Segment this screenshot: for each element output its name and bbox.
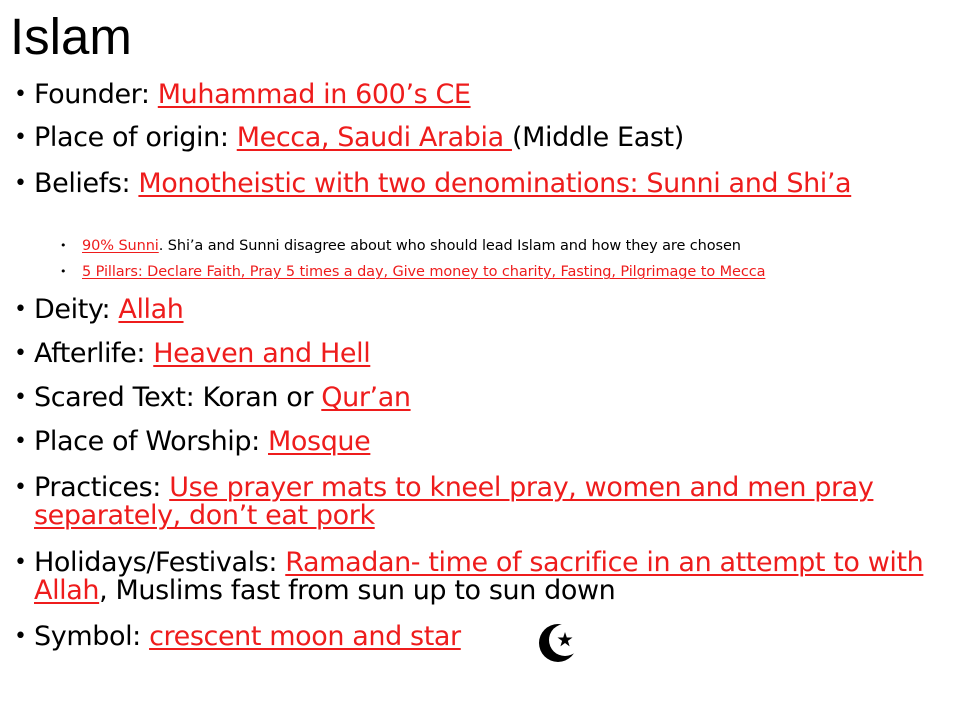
item-symbol bbox=[14, 621, 934, 652]
item-deity bbox=[14, 294, 934, 325]
sub-bullet-marker: • bbox=[60, 265, 67, 278]
subitem-value: 5 Pillars: Declare Faith, Pray 5 times a day, Give money to charity, Fasting, Pilgrimage to Mecca bbox=[82, 264, 766, 280]
item-value: Ramadan- time of sacrifice in an attempt to with Allah bbox=[34, 547, 924, 606]
item-value: Qur’an bbox=[321, 382, 411, 413]
item-practices bbox=[14, 472, 934, 531]
item-label: Place of Worship: bbox=[34, 426, 269, 457]
item-value: Muhammad in 600’s CE bbox=[157, 79, 471, 110]
bullet-marker: • bbox=[14, 341, 27, 366]
item-value: Mosque bbox=[268, 426, 371, 457]
item-founder bbox=[14, 79, 934, 110]
bullet-marker: • bbox=[14, 550, 27, 575]
item-label: Founder: bbox=[34, 79, 158, 110]
item-tail: , Muslims fast from sun up to sun down bbox=[99, 575, 616, 606]
crescent-moon-star-icon bbox=[538, 620, 582, 664]
item-label: Holidays/Festivals: bbox=[34, 547, 286, 578]
item-sacred-text bbox=[14, 382, 934, 413]
item-afterlife bbox=[14, 338, 934, 369]
item-value: Mecca, Saudi Arabia bbox=[236, 122, 512, 153]
sub-bullet-marker: • bbox=[60, 239, 67, 252]
bullet-marker: • bbox=[14, 125, 27, 150]
bullet-marker: • bbox=[14, 82, 27, 107]
item-holidays bbox=[14, 547, 934, 606]
item-label: Place of origin: bbox=[34, 122, 237, 153]
item-value: Use prayer mats to kneel pray, women and men pray separately, don’t eat pork bbox=[34, 472, 874, 531]
subitem-value: 90% Sunni bbox=[82, 238, 159, 254]
item-label: Afterlife: bbox=[34, 338, 154, 369]
bullet-marker: • bbox=[14, 385, 27, 410]
item-place-of-worship bbox=[14, 426, 934, 457]
item-beliefs bbox=[14, 168, 934, 199]
slide-title: Islam bbox=[10, 8, 132, 65]
item-label: Beliefs: bbox=[34, 168, 139, 199]
item-label: Symbol: bbox=[34, 621, 150, 652]
subitem-sunni bbox=[60, 237, 942, 255]
item-label: Deity: bbox=[34, 294, 119, 325]
subitem-five-pillars bbox=[60, 263, 942, 281]
item-value: Monotheistic with two denominations: Sunni and Shi’a bbox=[138, 168, 852, 199]
item-value: Heaven and Hell bbox=[153, 338, 371, 369]
item-place-of-origin bbox=[14, 122, 934, 153]
bullet-marker: • bbox=[14, 624, 27, 649]
bullet-marker: • bbox=[14, 429, 27, 454]
bullet-marker: • bbox=[14, 475, 27, 500]
item-value: Allah bbox=[118, 294, 184, 325]
bullet-marker: • bbox=[14, 297, 27, 322]
bullet-marker: • bbox=[14, 171, 27, 196]
item-label: Scared Text: Koran or bbox=[34, 382, 322, 413]
item-tail: (Middle East) bbox=[511, 122, 684, 153]
item-label: Practices: bbox=[34, 472, 170, 503]
subitem-tail: . Shi’a and Sunni disagree about who should lead Islam and how they are chosen bbox=[158, 238, 741, 254]
item-value: crescent moon and star bbox=[149, 621, 461, 652]
